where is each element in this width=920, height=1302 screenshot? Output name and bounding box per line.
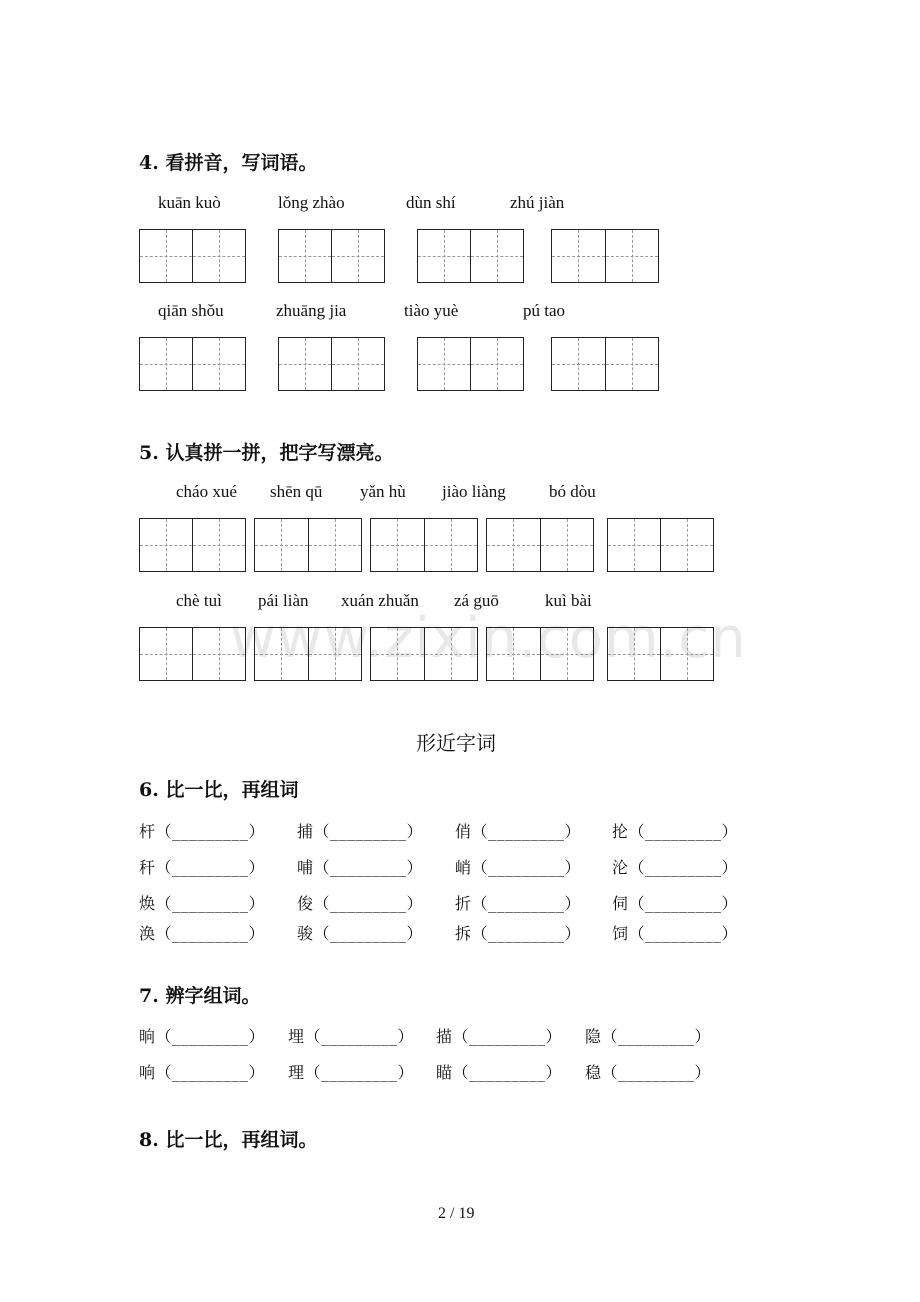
word-blank[interactable]: 理（_________）	[288, 1063, 415, 1082]
pinyin-label: yǎn hù	[360, 482, 406, 501]
word-blank[interactable]: 秆（_________）	[139, 858, 266, 877]
writing-grid[interactable]	[139, 518, 246, 572]
pinyin-label: bó dòu	[549, 482, 596, 501]
word-blank[interactable]: 捕（_________）	[297, 822, 424, 841]
page-number: 2 / 19	[438, 1205, 475, 1222]
word-blank[interactable]: 隐（_________）	[585, 1027, 712, 1046]
writing-grid[interactable]	[417, 229, 524, 283]
question-8-title: 8. 比一比，再组词。	[139, 1129, 318, 1151]
writing-grid[interactable]	[486, 518, 594, 572]
word-blank[interactable]: 描（_________）	[436, 1027, 563, 1046]
pinyin-label: shēn qū	[270, 482, 323, 501]
question-7-title: 7. 辨字组词。	[139, 985, 261, 1007]
word-blank[interactable]: 稳（_________）	[585, 1063, 712, 1082]
pinyin-label: zhú jiàn	[510, 193, 565, 212]
pinyin-label: jiào liàng	[442, 482, 506, 501]
pinyin-label: zhuāng jia	[276, 301, 347, 320]
pinyin-label: qiān shǒu	[158, 301, 224, 320]
word-blank[interactable]: 饲（_________）	[612, 924, 739, 943]
writing-grid[interactable]	[486, 627, 594, 681]
pinyin-label: kuān kuò	[158, 193, 221, 212]
pinyin-label: lǒng zhào	[278, 193, 345, 212]
pinyin-label: pái liàn	[258, 591, 309, 610]
pinyin-label: xuán zhuǎn	[341, 591, 419, 610]
pinyin-label: zá guō	[454, 591, 499, 610]
writing-grid[interactable]	[278, 229, 385, 283]
writing-grid[interactable]	[551, 229, 659, 283]
writing-grid[interactable]	[370, 518, 478, 572]
pinyin-label: dùn shí	[406, 193, 456, 212]
writing-grid[interactable]	[551, 337, 659, 391]
question-6-title: 6. 比一比，再组词	[139, 779, 299, 801]
word-blank[interactable]: 抡（_________）	[612, 822, 739, 841]
word-blank[interactable]: 拆（_________）	[455, 924, 582, 943]
writing-grid[interactable]	[254, 627, 362, 681]
word-blank[interactable]: 涣（_________）	[139, 924, 266, 943]
word-blank[interactable]: 沦（_________）	[612, 858, 739, 877]
pinyin-label: pú tao	[523, 301, 566, 320]
writing-grid[interactable]	[139, 627, 246, 681]
writing-grid[interactable]	[607, 518, 714, 572]
pinyin-label: cháo xué	[176, 482, 237, 501]
word-blank[interactable]: 埋（_________）	[288, 1027, 415, 1046]
word-blank[interactable]: 哺（_________）	[297, 858, 424, 877]
writing-grid[interactable]	[139, 229, 246, 283]
pinyin-label: kuì bài	[545, 591, 592, 610]
question-4-title: 4. 看拼音，写词语。	[139, 152, 318, 174]
writing-grid[interactable]	[417, 337, 524, 391]
pinyin-label: tiào yuè	[404, 301, 459, 320]
word-blank[interactable]: 焕（_________）	[139, 894, 266, 913]
word-blank[interactable]: 伺（_________）	[612, 894, 739, 913]
word-blank[interactable]: 骏（_________）	[297, 924, 424, 943]
watermark: www.zixin.com.cn	[230, 606, 747, 671]
writing-grid[interactable]	[607, 627, 714, 681]
writing-grid[interactable]	[278, 337, 385, 391]
word-blank[interactable]: 瞄（_________）	[436, 1063, 563, 1082]
word-blank[interactable]: 俊（_________）	[297, 894, 424, 913]
word-blank[interactable]: 响（_________）	[139, 1063, 266, 1082]
writing-grid[interactable]	[254, 518, 362, 572]
writing-grid[interactable]	[370, 627, 478, 681]
word-blank[interactable]: 折（_________）	[455, 894, 582, 913]
question-5-title: 5. 认真拼一拼，把字写漂亮。	[139, 442, 394, 464]
word-blank[interactable]: 峭（_________）	[455, 858, 582, 877]
pinyin-label: chè tuì	[176, 591, 222, 610]
section-heading: 形近字词	[416, 731, 496, 755]
word-blank[interactable]: 俏（_________）	[455, 822, 582, 841]
word-blank[interactable]: 晌（_________）	[139, 1027, 266, 1046]
word-blank[interactable]: 杆（_________）	[139, 822, 266, 841]
writing-grid[interactable]	[139, 337, 246, 391]
